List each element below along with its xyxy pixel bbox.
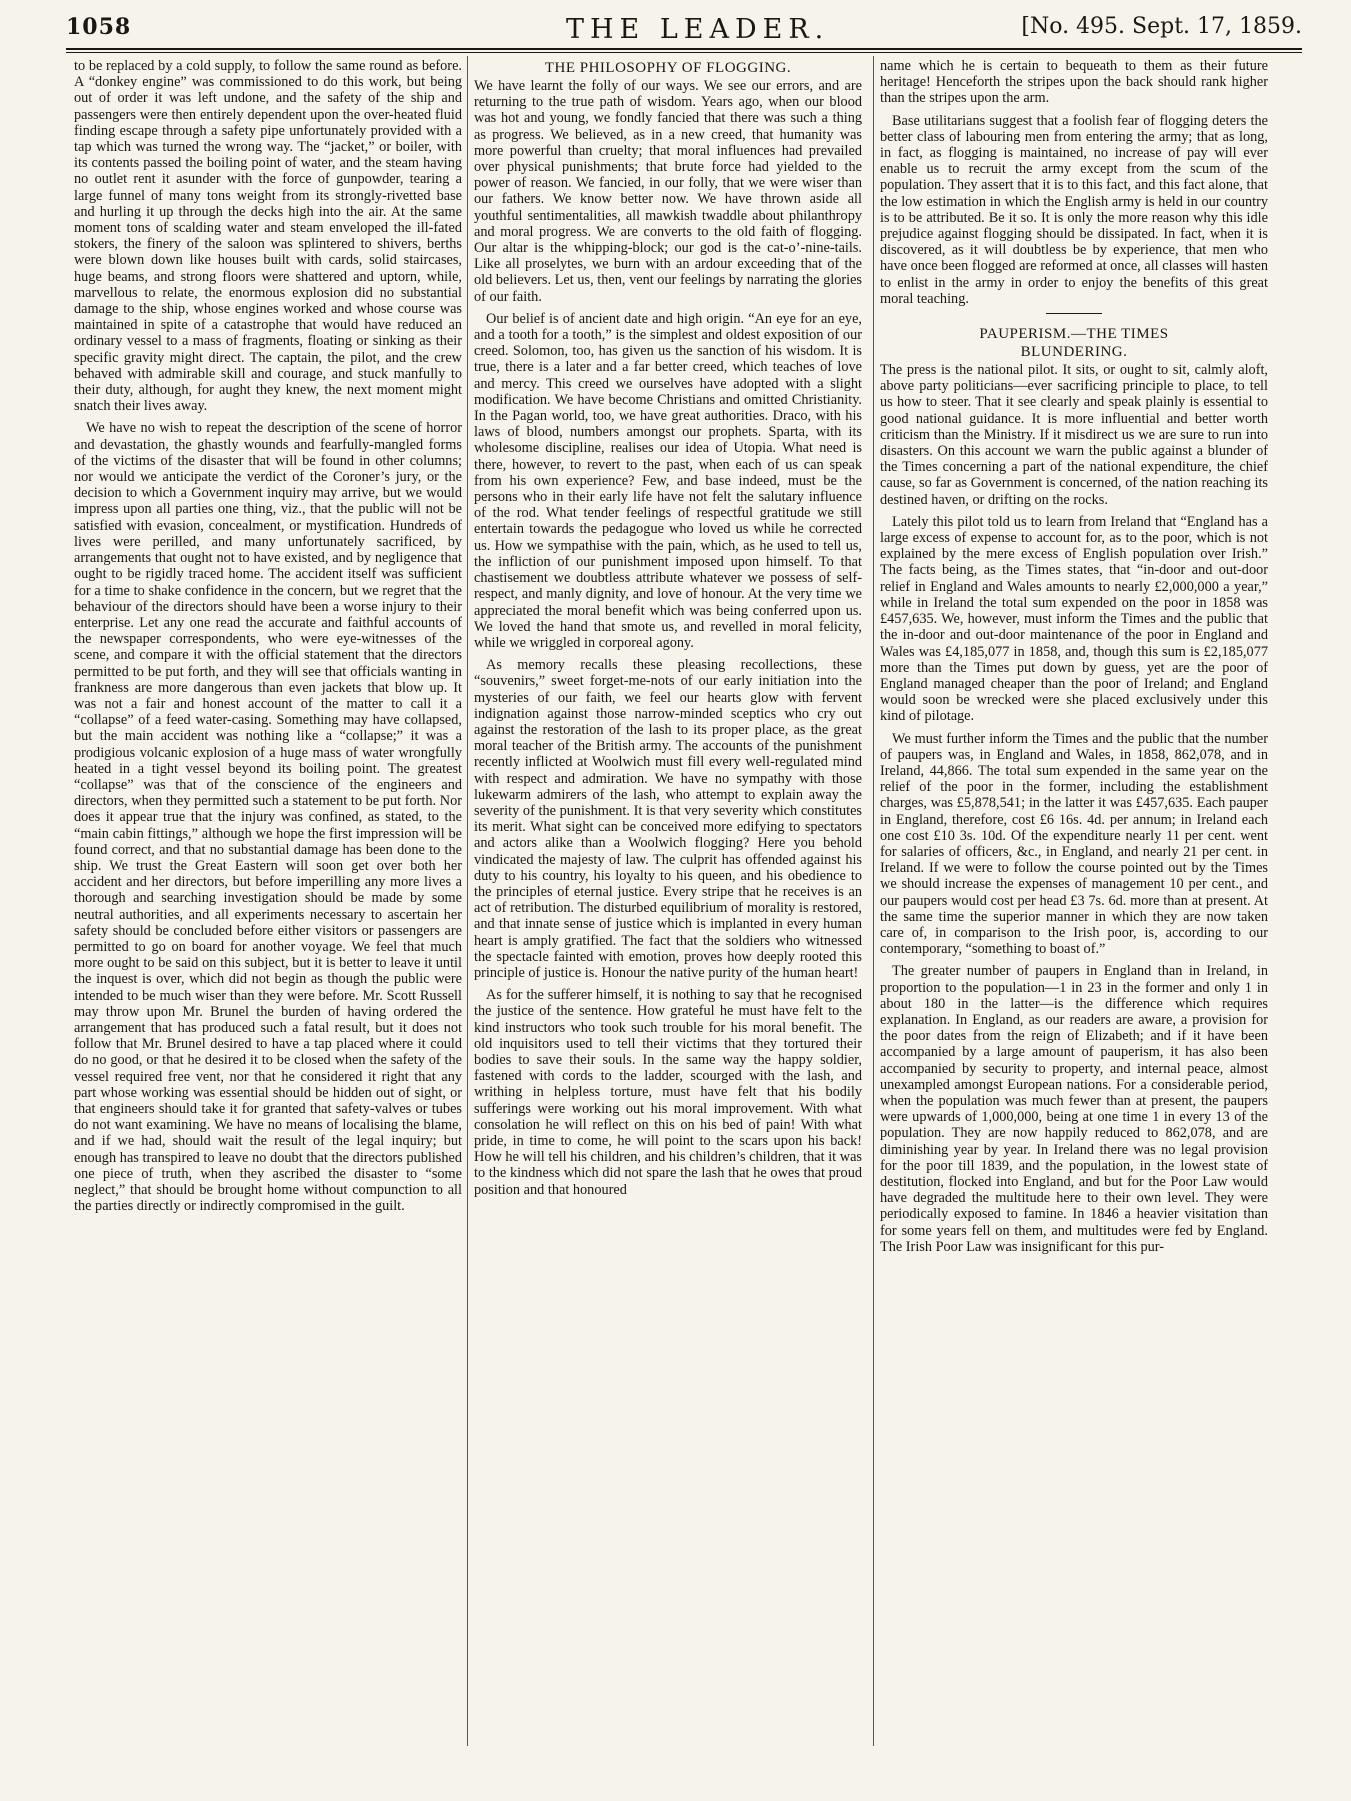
- column-1: [74, 58, 462, 1780]
- article-paragraph: The press is the national pilot. It sits, or ought to sit, calmly aloft, above party politicians—ever sacrificing principle to place, to tell us how to steer. That it see clearly and speak plainly is essential to good national guidance. It is more influential and better worth criticism than the Ministry. If it misdirect us we are sure to run into disasters. On this account we warn the public against a blunder of the Times concerning a part of the national expenditure, the chief cause, so far as Government is concerned, of the nation reaching its destined haven, or drifting on the rocks.: [880, 362, 1268, 508]
- article-paragraph: As memory recalls these pleasing recollections, these “souvenirs,” sweet forget-me-nots of our early initiation into the mysteries of our faith, we feel our hearts glow with fervent indignation against those narrow-minded sceptics who cry out against the restoration of the lash to its proper place, as the great moral teacher of the British army. The accounts of the punishment recently inflicted at Woolwich must fill every well-regulated mind with respect and admiration. We have no sympathy with those lukewarm admirers of the lash, who attempt to explain away the severity of the punishment. It is that very severity which constitutes its merit. What sight can be conceived more edifying to spectators and actors alike than a Woolwich flogging? Here you behold vindicated the majesty of law. The culprit has offended against his duty to his country, his loyalty to his queen, and his obedience to the principles of eternal justice. Every stripe that he receives is an act of retribution. The disturbed equilibrium of morality is restored, and that innate sense of justice which is implanted in every human heart is amply gratified. The fact that the soldiers who witnessed the spectacle fainted with emotion, proves how deeply rooted this principle of justice is. Honour the native purity of the human heart!: [474, 657, 862, 981]
- article-heading: THE PHILOSOPHY OF FLOGGING.: [544, 60, 792, 76]
- column-divider: [873, 56, 874, 1746]
- article-heading: PAUPERISM.—THE TIMES: [979, 326, 1169, 343]
- article-paragraph: Lately this pilot told us to learn from Ireland that “England has a large excess of expense to account for, as to the poor, which is not explained by the mere excess of English population over Irish.” The facts being, as the Times states, that “in-door and out-door relief in England and Wales amounts to nearly £2,000,000 a year,” while in Ireland the total sum expended on the poor in 1858 was £457,635. We, however, must inform the Times and the public that the in-door and out-door maintenance of the poor in England and Wales was £4,185,077 in 1858, and, though this sum is £2,185,077 more than the Times put down by guess, yet are the poor of England managed cheaper than the poor of Ireland; and England would soon be wrecked were she placed exclusively under this kind of pilotage.: [880, 513, 1268, 725]
- masthead-rule-thin: [66, 52, 1302, 53]
- masthead: [66, 8, 1302, 44]
- column-divider: [467, 56, 468, 1746]
- issue-date: [No. 495. Sept. 17, 1859.: [1021, 14, 1302, 39]
- article-paragraph: name which he is certain to bequeath to them as their future heritage! Henceforth the stripes upon the back should rank higher than the stripes upon the arm.: [880, 58, 1268, 107]
- article-paragraph: Base utilitarians suggest that a foolish fear of flogging deters the better class of labouring men from entering the army; that as long, in fact, as flogging is maintained, no increase of pay will ever enable us to recruit the army except from the scum of the population. They assert that it is to this fact, and this fact alone, that the low estimation in which the English army is held in our country is to be attributed. Be it so. It is only the more reason why this idle prejudice against flogging should be dissipated. In fact, when it is discovered, as it will doubtless be by experience, that men who have once been flogged are reformed at once, all classes will hasten to enlist in the army in order to enjoy the benefits of this great moral teaching.: [880, 112, 1268, 307]
- column-2: [474, 58, 862, 1780]
- page-number: 1058: [66, 14, 132, 40]
- article-paragraph: We have no wish to repeat the description of the scene of horror and devastation, the ghastly wounds and fearfully-mangled forms of the victims of the disaster that will be found in other columns; nor would we anticipate the verdict of the Coroner’s jury, or the decision to which a Government inquiry may arrive, but we would impress upon all parties one thing, viz., that the public will not be satisfied with evasion, concealment, or mystification. Hundreds of lives were perilled, and many unfortunately sacrificed, by arrangements that ought not to have existed, and by negligence that ought to be rigidly traced home. The accident itself was sufficient for a time to shake confidence in the concern, but we regret that the behaviour of the directors should have been a worse injury to their enterprise. Let any one read the accurate and faithful accounts of the newspaper correspondents, who were eye-witnesses of the scene, and compare it with the official statement that the directors permitted to be put forth, and they will see that officials wanting in frankness are more dangerous than even jackets that blow up. It was not a fair and honest account of the matter to call it a “collapse” of a feed water-casing. Something may have collapsed, but the main accident was nothing like a “collapse;” it was a prodigious volcanic explosion of a huge mass of water wrongfully heated in a tight vessel beyond its boiling point. The greatest “collapse” was that of the conscience of the engineers and directors, when they permitted such a statement to be put forth. Nor does it appear true that the injury was confined, as stated, to the “main cabin fittings,” although we hope the first impression will be found correct, and that no substantial damage has been done to the ship. We trust the Great Eastern will soon get over both her accident and her directors, but before imperilling any more lives a thorough and searching investigation should be made by some neutral authorities, and all experiments necessary to ascertain her safety should be concluded before either visitors or passengers are permitted to go on board for another voyage. We feel that much more ought to be said on this subject, but it is better to leave it until the inquest is over, which did not begin as though the public were intended to be much wiser than they were before. Mr. Scott Russell may throw upon Mr. Brunel the burden of having ordered the arrangement that has produced such a fatal result, but it does not follow that Mr. Brunel desired to have a tap placed where it could do no good, or that he desired it to be closed when the safety of the vessel required free vent, nor that he considered it right that any part whose working was essential should be hidden out of sight, or that engineers should take it for granted that safety-valves or tubes do not want examining. We have no means of localising the blame, and if we had, should wait the result of the legal inquiry; but enough has transpired to leave no doubt that the directors published one piece of truth, when they ascribed the disaster to “some neglect,” that should be brought home without compunction to all the parties directly or indirectly compromised in the guilt.: [74, 420, 462, 1215]
- article-paragraph: to be replaced by a cold supply, to follow the same round as before. A “donkey engine” was commissioned to do this work, but being out of order it was left undone, and the safety of the ship and passengers were then entirely dependent upon the over-heated fluid finding escape through a safety pipe unfortunately provided with a tap which was turned the wrong way. The “jacket,” or boiler, with its contents passed the boiling point of water, and the steam having no outlet rent it asunder with the force of gunpowder, tearing a large funnel of many tons weight from its strongly-rivetted base and hurling it up through the decks high into the air. At the same moment tons of scalding water and steam enveloped the ill-fated stokers, the finery of the saloon was splintered to shivers, berths were blown down like houses built with cards, solid staircases, huge beams, and strong floors were shattered and uptorn, while, marvellous to relate, the enormous explosion did no substantial damage to the ship, whose engines worked and whose course was maintained in spite of a catastrophe that would have reduced an ordinary vessel to a mass of fragments, floating or sinking as their specific gravity might direct. The captain, the pilot, and the crew behaved with admirable skill and courage, and stuck manfully to their duty, although, for aught they knew, the next moment might snatch their lives away.: [74, 58, 462, 415]
- section-separator: [1046, 313, 1102, 314]
- newspaper-title: THE LEADER.: [566, 14, 830, 45]
- article-paragraph: Our belief is of ancient date and high origin. “An eye for an eye, and a tooth for a tooth,” is the simplest and oldest exposition of our creed. Solomon, too, has given us the sanction of his wisdom. It is true, there is a later and a far better creed, which teaches of love and mercy. This creed we ourselves have adopted with a slight modification. We have become Christians and omitted Christianity. In the Pagan world, too, we have great authorities. Draco, with his laws of blood, numbers amongst our prophets. Sparta, with its wholesome discipline, realises our idea of Utopia. What need is there, however, to revert to the past, when each of us can speak from his own experience? Few, and base indeed, must be the persons who in their early life have not felt the salutary influence of the rod. What tender feelings of respectful gratitude we still entertain towards the pedagogue who loved us while he corrected us. How we sympathise with the pain, which, as he used to tell us, the infliction of our punishment imposed upon himself. To that chastisement we doubtless attribute whatever we possess of self-respect, and manly dignity, and love of honour. At the very time we appreciated the moral benefit which was being conferred upon us. We loved the hand that smote us, and revelled in moral felicity, while we wriggled in corporeal agony.: [474, 310, 862, 651]
- article-paragraph: As for the sufferer himself, it is nothing to say that he recognised the justice of the sentence. How grateful he must have felt to the kind instructors who took such trouble for his moral benefit. The old inquisitors used to tell their victims that they tortured their bodies to save their souls. In the same way the happy soldier, fastened with cords to the ladder, scourged with the lash, and writhing in helpless torture, must have felt that his bodily sufferings were working out his moral improvement. With what consolation he will reflect on this on his bed of pain! With what pride, in time to come, he will point to the scars upon his back! How he will tell his children, and his children’s children, that it was to the kindness which did not spare the lash that he owes that proud position and that honoured: [474, 987, 862, 1198]
- article-paragraph: We must further inform the Times and the public that the number of paupers was, in England and Wales, in 1858, 862,078, and in Ireland, 44,866. The total sum expended in the same year on the relief of the poor in the former, including the establishment charges, was £5,878,541; in the latter it was £457,635. Each pauper in England, therefore, cost £6 16s. 4d. per annum; in Ireland each one cost £10 3s. 10d. Of the expenditure nearly 11 per cent. went for salaries of officers, &c., in England, and nearly 21 per cent. in Ireland. If we were to follow the course pointed out by the Times we should increase the expenses of management 10 per cent., and our paupers would cost per head £3 7s. 6d. more than at present. At the same time the superior manner in which they are now taken care of, in comparison to the Irish poor, is, according to our contemporary, “something to boast of.”: [880, 730, 1268, 958]
- masthead-rule: [66, 48, 1302, 50]
- article-heading-line2: BLUNDERING.: [1020, 344, 1128, 361]
- column-3: [880, 58, 1268, 1780]
- article-paragraph: We have learnt the folly of our ways. We see our errors, and are returning to the true path of wisdom. Years ago, when our blood was hot and young, we fondly fancied that there was such a thing as progress. We believed, as in a new creed, that humanity was more powerful than cruelty; that moral influences had prevailed over physical punishments; that brute force had yielded to the power of reason. We fancied, in our folly, that we were wiser than our fathers. We know better now. We have thrown aside all youthful sentimentalities, all mawkish twaddle about philanthropy and moral progress. We are converts to the old faith of flogging. Our altar is the whipping-block; our god is the cat-o’-nine-tails. Like all proselytes, we burn with an ardour exceeding that of the old believers. Let us, then, vent our feelings by narrating the glories of our faith.: [474, 78, 862, 305]
- article-paragraph: The greater number of paupers in England than in Ireland, in proportion to the population—1 in 23 in the former and only 1 in about 180 in the latter—is the difference which requires explanation. In England, as our readers are aware, a provision for the poor dates from the reign of Elizabeth; and if it have been accompanied by a large amount of pauperism, it has also been accompanied by security to property, and internal peace, almost unexampled amongst European nations. For a considerable period, when the population was much fewer than at present, the paupers were upwards of 1,000,000, being at one time 1 in every 13 of the population. They are now happily reduced to 862,078, and are diminishing year by year. In Ireland there was no legal provision for the poor till 1839, and the population, in the lowest state of destitution, flocked into England, and but for the Poor Law would have degraded the multitude here to their own level. They were periodically exposed to famine. In 1846 a heavier visitation than for some years fell on them, and multitudes were fed by England. The Irish Poor Law was insignificant for this pur-: [880, 963, 1268, 1255]
